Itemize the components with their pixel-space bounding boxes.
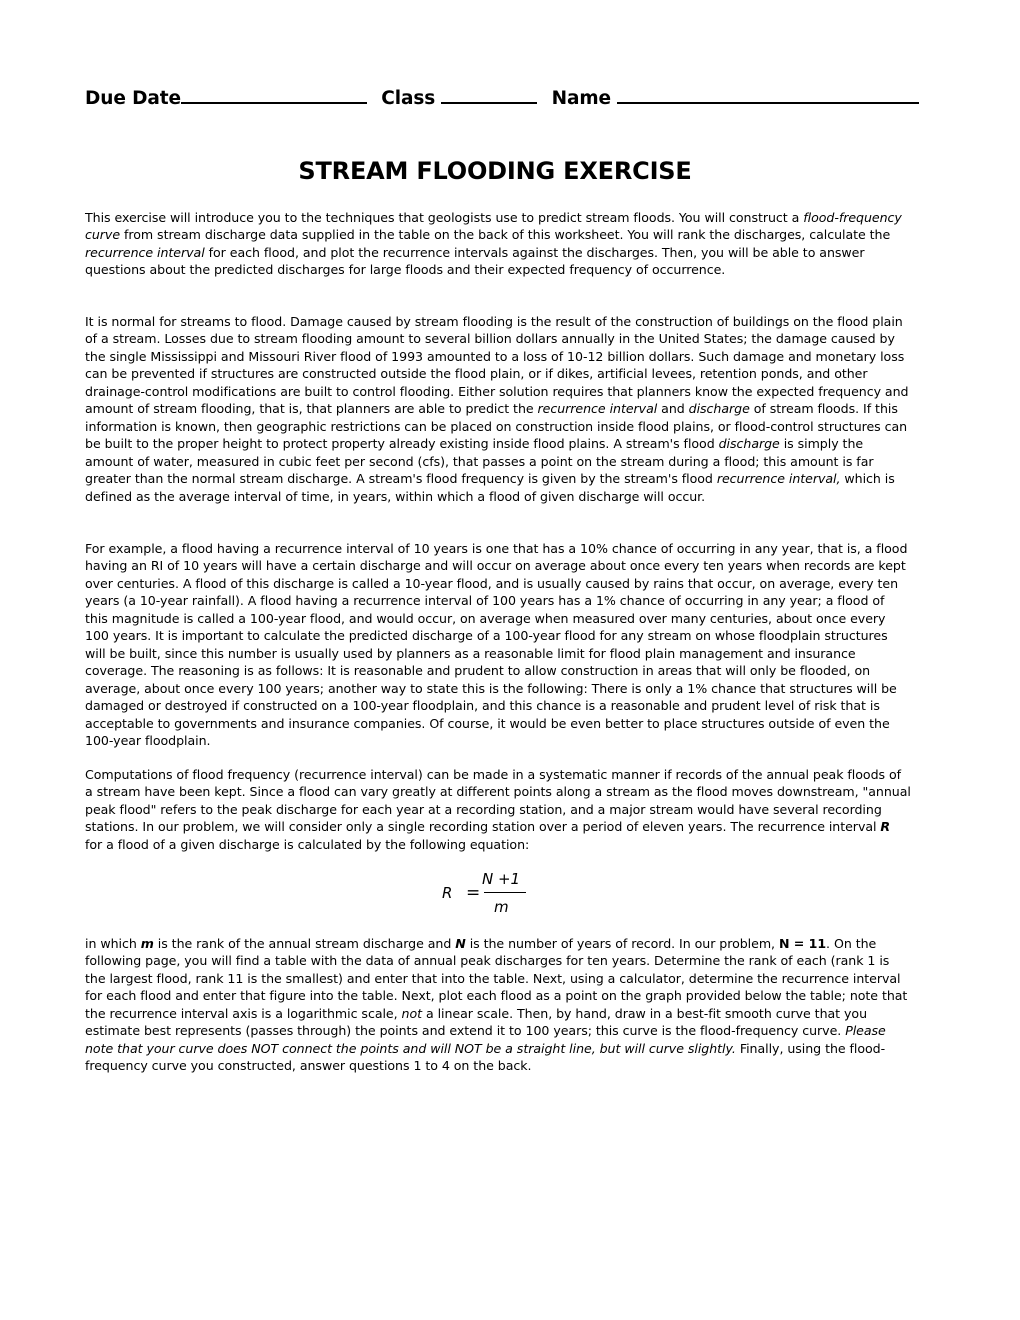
italic-term: flood-frequency curve: [85, 210, 902, 243]
italic-term: recurrence interval,: [716, 471, 841, 487]
class-label: Class: [381, 88, 436, 109]
recurrence-interval-equation: [438, 868, 538, 924]
variable-m: m: [140, 936, 154, 951]
instructions-paragraph: [85, 935, 911, 1075]
text-run: from stream discharge data supplied in the table on the back of this worksheet. You will rank the discharges, calculate the: [120, 227, 891, 243]
text-run: is the number of years of record. In our problem,: [465, 936, 779, 951]
text-run: Finally, using the flood-frequency curve you constructed, answer questions 1 to 4 on the back.: [85, 1040, 886, 1074]
equation-denominator: m: [494, 898, 509, 916]
name-label: Name: [551, 88, 611, 109]
italic-term: discharge: [688, 401, 750, 417]
text-run: a linear scale. Then, by hand, draw in a best-fit smooth curve that you estimate best represents (passes through) the points and extend it to 100 years; this curve is the flood-frequency curve.: [85, 1005, 868, 1039]
equation-numerator: N +1: [482, 870, 521, 888]
text-run: . On the following page, you will find a table with the data of annual peak discharges for ten years. Determine the rank of each (rank 1 is the largest flood, rank 11 is the smallest) and enter that into the table. Next, using a calculator, determine the recurrence interval for each flood and enter that figure into the table. Next, plot each flood as a point on the graph provided below the table; note that the recurrence interval axis is a logarithmic scale,: [85, 936, 908, 1021]
italic-note: Please note that your curve does NOT connect the points and will NOT be a straight line, but will curve slightly.: [85, 1023, 886, 1056]
example-paragraph: For example, a flood having a recurrence interval of 10 years is one that has a 10% chance of occurring in any year, that is, a flood having an RI of 10 years will have a certain discharge and will occur on average about once every ten years when records are kept over centuries. A flood of this discharge is called a 10-year flood, and is usually caused by rains that occur, on average, every ten years (a 10-year rainfall). A flood having a recurrence interval of 100 years has a 1% chance of occurring in any year; a flood of this magnitude is called a 100-year flood, and would occur, on average when measured over many centuries, about once every 100 years. It is important to calculate the predicted discharge of a 100-year flood for any stream on whose floodplain structures will be built, since this number is usually used by planners as a reasonable limit for flood plain management and insurance coverage. The reasoning is as follows: It is reasonable and prudent to allow construction in areas that will only be flooded, on average, about once every 100 years; another way to state this is the following: There is only a 1% chance that structures will be damaged or destroyed if constructed on a 100-year floodplain, and this chance is a reasonable and prudent level of risk that is acceptable to governments and insurance companies. Of course, it would be even better to place structures outside of even the 100-year floodplain.: [85, 541, 908, 748]
computation-paragraph: [85, 766, 911, 853]
italic-term: recurrence interval: [537, 401, 658, 417]
variable-n: N: [455, 936, 466, 951]
text-run: for a flood of a given discharge is calculated by the following equation:: [85, 836, 530, 852]
text-run: Computations of flood frequency (recurrence interval) can be made in a systematic manner if records of the annual peak floods of a stream have been kept. Since a flood can vary greatly at different points along a stream as the flood moves downstream, "annual peak flood" refers to the peak discharge for each year at a recording station, and a major stream would have several recording stations. In our problem, we will consider only a single recording station over a period of eleven years. The recurrence interval: [85, 767, 911, 835]
equation-lhs: R: [442, 884, 453, 902]
text-run: for each flood, and plot the recurrence intervals against the discharges. Then, you will be able to answer questions about the predicted discharges for large floods and their expected frequency of occurrence.: [85, 244, 865, 278]
page-title: STREAM FLOODING EXERCISE: [298, 157, 692, 185]
due-date-blank[interactable]: [181, 84, 367, 104]
equation-equals: =: [466, 883, 481, 903]
text-run: It is normal for streams to flood. Damage caused by stream flooding is the result of the construction of buildings on the flood plain of a stream. Losses due to stream flooding amount to several billion dollars annually in the United States; the damage caused by the single Mississippi and Missouri River flood of 1993 amounted to a loss of 10-12 billion dollars. Such damage and monetary loss can be prevented if structures are constructed outside the flood plain, or if dikes, artificial levees, retention ponds, and other drainage-control modifications are built to control flooding. Either solution requires that planners know the expected frequency and amount of stream flooding, that is, that planners are able to predict the: [85, 314, 909, 417]
italic-term: not: [401, 1005, 423, 1021]
text-run: of stream floods. If this information is known, then geographic restrictions can be placed on construction inside flood plains, or flood-control structures can be built to the proper height to protect property already existing inside flood plains. A stream's flood: [85, 401, 908, 452]
text-run: which is defined as the average interval of time, in years, within which a flood of given discharge will occur.: [85, 471, 895, 504]
text-run: and: [657, 401, 689, 417]
class-blank[interactable]: [441, 84, 537, 104]
variable-r: R: [880, 819, 891, 835]
flooding-damage-paragraph: [85, 313, 911, 505]
due-date-label: Due Date: [85, 88, 181, 109]
name-blank[interactable]: [617, 84, 919, 104]
fraction-bar: [484, 892, 526, 893]
n-equals-value: N = 11: [778, 936, 827, 951]
student-info-header: [85, 84, 925, 112]
text-run: in which: [85, 936, 141, 951]
text-run: This exercise will introduce you to the techniques that geologists use to predict stream floods. You will construct a: [85, 210, 804, 225]
text-run: is the rank of the annual stream discharge and: [153, 936, 456, 951]
italic-term: recurrence interval: [85, 244, 205, 260]
intro-paragraph: [85, 209, 911, 279]
text-run: is simply the amount of water, measured in cubic feet per second (cfs), that passes a point on the stream during a flood; this amount is far greater than the normal stream discharge. A stream's flood frequency is given by the stream's flood: [85, 436, 874, 487]
italic-term: discharge: [718, 436, 780, 452]
